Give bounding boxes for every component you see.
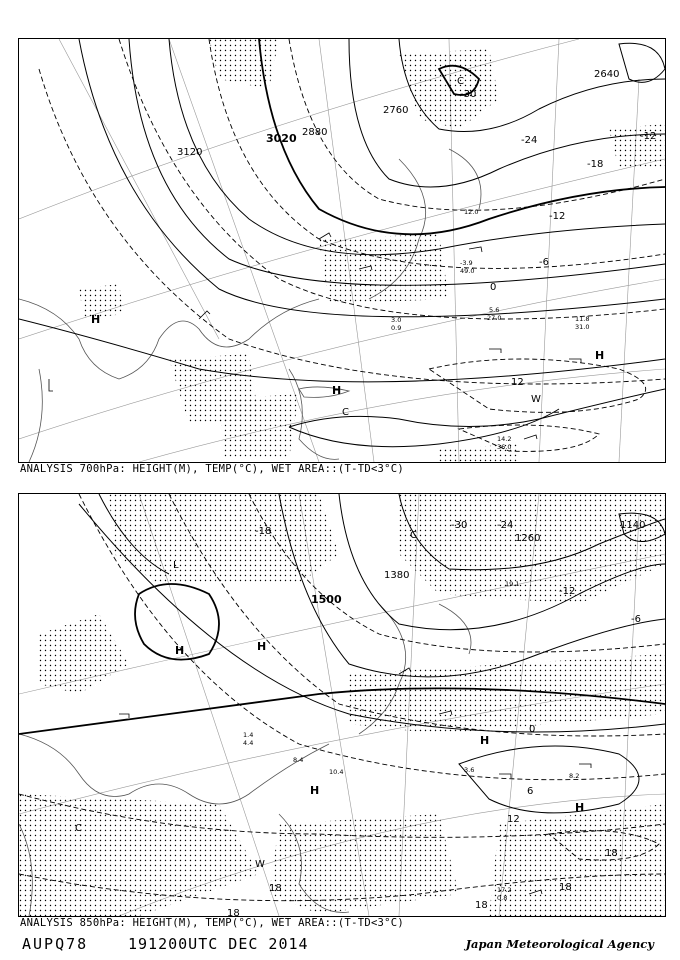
temp-label: -6 (631, 614, 641, 625)
map-850hpa-svg (19, 494, 665, 916)
temp-label: -30 (460, 89, 477, 100)
station-value: 49.0 (460, 267, 475, 275)
map-700hpa-svg (19, 39, 665, 462)
station-value: 10.4 (329, 768, 344, 776)
station-value: 36.0 (497, 443, 512, 451)
temp-label: -30 (451, 520, 468, 531)
panel-caption-700hpa: ANALYSIS 700hPa: HEIGHT(M), TEMP(°C), WET AREA::(T-TD<3°C) (20, 463, 405, 475)
station-value: 0.8 (497, 894, 508, 902)
station-value: 27.0 (487, 314, 502, 322)
station-value: 12.0 (464, 208, 479, 216)
temp-label: 18 (605, 848, 618, 859)
temp-label: -12 (640, 131, 657, 142)
temp-label: 18 (269, 883, 282, 894)
station-value: 0.9 (391, 324, 402, 332)
panel-caption-850hpa: ANALYSIS 850hPa: HEIGHT(M), TEMP(°C), WET AREA::(T-TD<3°C) (20, 917, 405, 929)
station-value: 17.2 (497, 886, 512, 894)
station-value: 3.6 (464, 766, 475, 774)
map-panel-850hpa (18, 493, 666, 917)
station-value: 1.4 (243, 731, 254, 739)
height-label: 1380 (384, 570, 410, 581)
station-value: 8.4 (293, 756, 304, 764)
station-value: -3.9 (460, 259, 473, 267)
temp-label: -24 (497, 520, 514, 531)
high-center-marker: H (310, 784, 320, 797)
temp-label: 0 (490, 282, 497, 293)
temp-label: 0 (529, 724, 536, 735)
station-value: 3.0 (391, 316, 402, 324)
high-center-marker: H (575, 801, 585, 814)
high-center-marker: H (480, 734, 490, 747)
map-panel-700hpa (18, 38, 666, 463)
height-label: 2760 (383, 105, 409, 116)
high-center-marker: H (595, 349, 605, 362)
high-center-marker: H (91, 313, 101, 326)
height-label: 1140 (620, 520, 646, 531)
cold-center-marker: C (75, 823, 82, 834)
height-label: 3120 (177, 147, 203, 158)
chart-id: AUPQ78 (22, 935, 89, 953)
temp-label: 18 (559, 882, 572, 893)
temp-label: 12 (511, 377, 524, 388)
wet-areas (79, 39, 665, 462)
station-value: 5.6 (489, 306, 500, 314)
height-label: 1500 (311, 593, 342, 606)
warm-center-marker: W (255, 859, 265, 870)
temp-label: -12 (549, 211, 566, 222)
station-value: 8.2 (569, 772, 580, 780)
station-value: 19.1 (505, 580, 520, 588)
temp-label: -18 (587, 159, 604, 170)
cold-center-marker: C (457, 76, 464, 87)
temp-label: 12 (507, 814, 520, 825)
height-label: 3020 (266, 132, 297, 145)
temp-label: -24 (521, 135, 538, 146)
temp-label: -18 (255, 526, 272, 537)
high-center-marker: H (257, 640, 267, 653)
station-value: 14.2 (497, 435, 512, 443)
high-center-marker: H (175, 644, 185, 657)
wind-barbs (49, 233, 581, 439)
warm-center-marker: W (531, 394, 541, 405)
analysis-timestamp: 191200UTC DEC 2014 (128, 935, 309, 953)
temp-label: 6 (527, 786, 534, 797)
temp-label: -6 (539, 257, 549, 268)
station-value: 31.0 (575, 323, 590, 331)
high-center-marker: H (332, 384, 342, 397)
cold-center-marker: C (410, 530, 417, 541)
station-value: 4.4 (243, 739, 254, 747)
agency-credit: Japan Meteorological Agency (465, 937, 654, 951)
cold-center-marker: C (342, 407, 349, 418)
temp-label: 18 (475, 900, 488, 911)
height-label: 2640 (594, 69, 620, 80)
station-value: 11.8 (575, 315, 590, 323)
temp-label: 18 (227, 908, 240, 916)
height-label: 1260 (515, 533, 541, 544)
temp-label: -12 (559, 586, 576, 597)
height-label: 2880 (302, 127, 328, 138)
low-center-marker: L (173, 560, 179, 571)
